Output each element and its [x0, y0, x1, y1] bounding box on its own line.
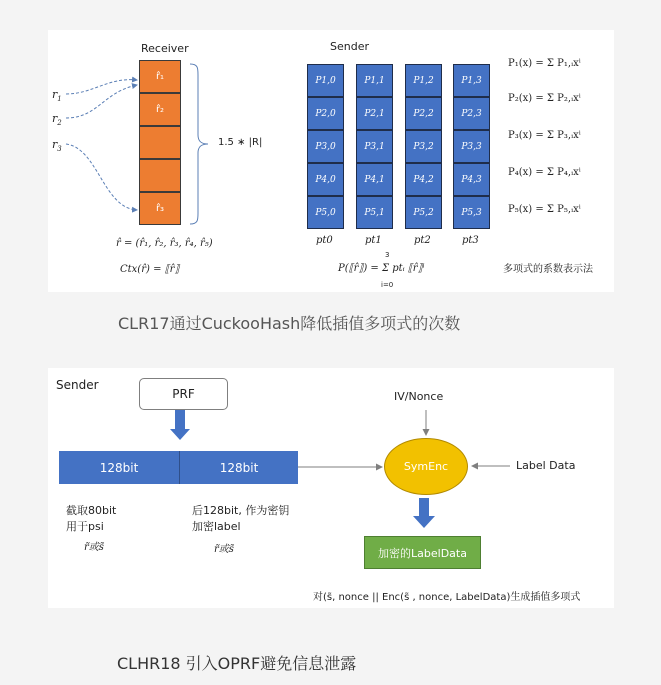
r-label-2: $r_2$ [52, 112, 62, 128]
sender-cell: P3,2 [405, 130, 442, 163]
bottom-note: 对(s̃, nonce || Enc(s̃ , nonce, LabelData)生成插值多项式 [313, 592, 581, 603]
sender-cell: P4,2 [405, 163, 442, 196]
symenc-node: SymEnc [384, 438, 468, 495]
column-label: pt1 [365, 235, 382, 246]
flow-arrows [48, 368, 614, 608]
sender-label: Sender [56, 378, 99, 392]
column-label: pt2 [414, 235, 431, 246]
sender-cell: P2,1 [356, 97, 393, 130]
left-note-line1: 截取80bit [66, 504, 117, 517]
bit-block-left: 128bit [59, 451, 179, 484]
receiver-cell: r̂₂ [139, 93, 181, 126]
sender-cell: P4,0 [307, 163, 344, 196]
caption-clhr18: CLHR18 引入OPRF避免信息泄露 [117, 654, 357, 673]
sum-bottom: i=0 [381, 281, 394, 289]
sender-cell: P5,2 [405, 196, 442, 229]
poly-formula: P₁(x) = Σ P₁,ᵢxⁱ [508, 58, 581, 69]
receiver-label: Receiver [141, 42, 189, 55]
ctx-formula: Ctx(r̂) = ⟦r̂⟧ [120, 264, 180, 275]
receiver-cell: r̂₃ [139, 192, 181, 225]
sender-cell: P4,1 [356, 163, 393, 196]
sender-cell: P3,0 [307, 130, 344, 163]
right-note-line2: 加密label [192, 520, 241, 533]
sender-cell: P4,3 [453, 163, 490, 196]
sender-cell: P3,1 [356, 130, 393, 163]
cuckoo-hash-diagram [48, 30, 614, 292]
right-note-line3: r̃或s̃ [214, 544, 234, 555]
sender-cell: P5,1 [356, 196, 393, 229]
sender-cell: P5,0 [307, 196, 344, 229]
receiver-cell: r̂₁ [139, 60, 181, 93]
vector-formula: r̂ = (r̂₁, r̂₂, r̂₃, r̂₄, r̂₅) [116, 238, 213, 249]
left-note-line3: r̃或s̃ [84, 542, 104, 553]
iv-nonce-label: IV/Nonce [394, 390, 444, 403]
prf-box: PRF [139, 378, 228, 410]
oprf-diagram [48, 368, 614, 608]
left-note-line2: 用于psi [66, 520, 104, 533]
receiver-cell [139, 159, 181, 192]
sender-cell: P2,0 [307, 97, 344, 130]
sender-cell: P5,3 [453, 196, 490, 229]
sum-top: 3 [385, 251, 390, 259]
r-label-3: $r_3$ [52, 138, 62, 154]
poly-formula: P₃(x) = Σ P₃,ᵢxⁱ [508, 130, 581, 141]
poly-formula: P₂(x) = Σ P₂,ᵢxⁱ [508, 93, 581, 104]
bracket-label: 1.5 ∗ |R| [218, 137, 263, 148]
sender-cell: P1,2 [405, 64, 442, 97]
right-note-line1: 后128bit, 作为密钥 [192, 504, 290, 517]
poly-formula: P₅(x) = Σ P₅,ᵢxⁱ [508, 204, 581, 215]
column-label: pt0 [316, 235, 333, 246]
column-label: pt3 [462, 235, 479, 246]
caption-clr17: CLR17通过CuckooHash降低插值多项式的次数 [118, 314, 461, 333]
sender-cell: P2,3 [453, 97, 490, 130]
p-formula: P(⟦r̂⟧) = Σ ptᵢ ⟦r̂⟧ⁱ [338, 263, 425, 274]
sender-cell: P1,3 [453, 64, 490, 97]
poly-formula: P₄(x) = Σ P₄,ᵢxⁱ [508, 167, 581, 178]
sender-label: Sender [330, 40, 369, 53]
bit-block-right: 128bit [180, 451, 298, 484]
label-data: Label Data [516, 459, 576, 472]
r-label-1: $r_1$ [52, 88, 62, 104]
sender-cell: P1,1 [356, 64, 393, 97]
sender-cell: P1,0 [307, 64, 344, 97]
coefficient-note: 多项式的系数表示法 [503, 264, 593, 275]
encrypted-label-box: 加密的LabelData [364, 536, 481, 569]
sender-cell: P3,3 [453, 130, 490, 163]
receiver-cell [139, 126, 181, 159]
sender-cell: P2,2 [405, 97, 442, 130]
